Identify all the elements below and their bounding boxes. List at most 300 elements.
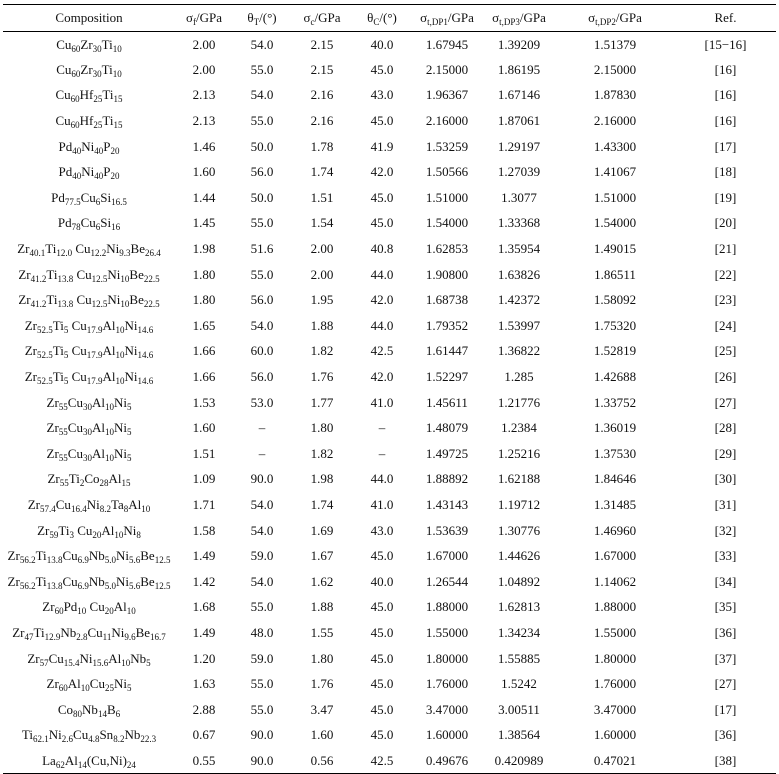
cell-composition: $Cu_{60}Zr_{30}Ti_{10}$ xyxy=(56,61,122,79)
cell-ref: [35] xyxy=(714,599,737,615)
table-row xyxy=(3,287,776,313)
cell-sigma-f: 0.67 xyxy=(192,727,216,743)
table-row xyxy=(3,671,776,697)
cell-sigma-t-dp1: 1.61447 xyxy=(425,343,469,359)
header-theta-t: $\theta_T/(^\circ)$ xyxy=(233,5,291,32)
cell-composition: $Zr_{59}Ti_3$ $Cu_{20}Al_{10}Ni_8$ xyxy=(37,522,141,540)
cell-ref: [27] xyxy=(714,394,737,410)
cell-theta-t: 55.0 xyxy=(250,113,274,129)
cell-sigma-f: 1.80 xyxy=(192,266,216,282)
header-row xyxy=(3,5,776,32)
cell-theta-c: 44.0 xyxy=(370,317,394,333)
cell-ref: [17] xyxy=(714,138,737,154)
cell-theta-t: 90.0 xyxy=(250,727,274,743)
cell-theta-c: 45.0 xyxy=(370,61,394,77)
table-row xyxy=(3,518,776,544)
cell-sigma-t-dp1: 1.67000 xyxy=(425,548,469,564)
cell-sigma-t-dp3: 1.86195 xyxy=(497,61,541,77)
cell-sigma-t-dp3: 1.53997 xyxy=(497,317,541,333)
cell-sigma-f: 1.20 xyxy=(192,650,216,666)
cell-sigma-t-dp3: 0.420989 xyxy=(483,748,555,774)
cell-sigma-f: 1.49 xyxy=(192,624,216,640)
cell-theta-c: 43.0 xyxy=(370,522,394,538)
table-row xyxy=(3,646,776,672)
cell-sigma-f: 2.13 xyxy=(192,113,216,129)
cell-ref: [31] xyxy=(714,496,737,512)
cell-sigma-t-dp3: 1.38564 xyxy=(497,727,541,743)
cell-sigma-t-dp3: 1.62813 xyxy=(497,599,541,615)
cell-sigma-f: 1.58 xyxy=(192,522,216,538)
cell-sigma-t-dp1: 1.90800 xyxy=(425,266,469,282)
cell-sigma-t-dp2: 1.49015 xyxy=(593,241,637,257)
cell-composition: $Zr_{41.2}Ti_{13.8}$ $Cu_{12.5}Ni_{10}Be_{22.5}$ xyxy=(18,292,160,310)
cell-sigma-t-dp1: 1.96367 xyxy=(425,87,469,103)
table-row xyxy=(3,441,776,467)
cell-sigma-t-dp1: 2.16000 xyxy=(425,113,469,129)
cell-sigma-c: 1.80 xyxy=(310,650,334,666)
cell-sigma-t-dp1: 1.88892 xyxy=(425,471,469,487)
cell-composition: $Zr_{57.4}Cu_{16.4}Ni_{8.2}Ta_8Al_{10}$ xyxy=(27,496,151,514)
cell-theta-t: – xyxy=(258,445,266,461)
cell-theta-c: 42.0 xyxy=(370,164,394,180)
cell-ref: [28] xyxy=(714,420,737,436)
cell-theta-t: 56.0 xyxy=(250,292,274,308)
cell-sigma-c: 1.74 xyxy=(310,496,334,512)
cell-theta-c: 45.0 xyxy=(370,701,394,717)
cell-sigma-f: 1.80 xyxy=(192,292,216,308)
table-body xyxy=(3,32,776,774)
cell-sigma-t-dp1: 1.53639 xyxy=(425,522,469,538)
table-row xyxy=(3,134,776,160)
table-row xyxy=(3,339,776,365)
cell-sigma-c: 1.76 xyxy=(310,369,334,385)
cell-sigma-t-dp1: 1.62853 xyxy=(425,241,469,257)
cell-theta-c: 42.0 xyxy=(370,369,394,385)
cell-sigma-t-dp3: 1.36822 xyxy=(497,343,541,359)
cell-sigma-t-dp3: 1.34234 xyxy=(497,624,541,640)
cell-theta-t: 90.0 xyxy=(250,471,274,487)
table-row xyxy=(3,108,776,134)
cell-sigma-t-dp2: 1.86511 xyxy=(594,266,636,282)
cell-sigma-t-dp2: 1.46960 xyxy=(593,522,637,538)
table-row xyxy=(3,83,776,109)
cell-sigma-t-dp2: 1.75320 xyxy=(593,317,637,333)
cell-ref: [15−16] xyxy=(704,36,747,52)
cell-sigma-t-dp2: 1.76000 xyxy=(593,676,637,692)
cell-theta-c: 45.0 xyxy=(370,189,394,205)
cell-composition: $Zr_{52.5}Ti_5$ $Cu_{17.9}Al_{10}Ni_{14.6}$ xyxy=(24,369,154,387)
cell-sigma-t-dp2: 1.41067 xyxy=(593,164,637,180)
cell-sigma-c: 2.16 xyxy=(310,113,334,129)
cell-theta-c: 40.8 xyxy=(370,241,394,257)
cell-composition: $Cu_{60}Hf_{25}Ti_{15}$ xyxy=(55,87,123,105)
table-row xyxy=(3,262,776,288)
cell-sigma-c: 1.98 xyxy=(310,471,334,487)
table-row xyxy=(3,32,776,58)
cell-theta-c: 41.0 xyxy=(370,394,394,410)
cell-sigma-t-dp1: 1.52297 xyxy=(425,369,469,385)
cell-composition: $Zr_{60}Al_{10}Cu_{25}Ni_5$ xyxy=(46,676,132,694)
table-row xyxy=(3,415,776,441)
table-row xyxy=(3,697,776,723)
cell-sigma-t-dp2: 1.37530 xyxy=(593,445,637,461)
cell-composition: $Zr_{41.2}Ti_{13.8}$ $Cu_{12.5}Ni_{10}Be_{22.5}$ xyxy=(18,266,160,284)
cell-ref: [16] xyxy=(714,87,737,103)
cell-theta-t: 55.0 xyxy=(250,599,274,615)
cell-sigma-t-dp2: 1.54000 xyxy=(593,215,637,231)
cell-theta-c: 45.0 xyxy=(370,676,394,692)
cell-sigma-t-dp2: 1.60000 xyxy=(593,727,637,743)
cell-sigma-c: 1.51 xyxy=(310,189,334,205)
cell-composition: $Ti_{62.1}Ni_{2.6}Cu_{4.8}Sn_{8.2}Nb_{22.3}$ xyxy=(21,727,157,745)
cell-theta-c: 45.0 xyxy=(370,624,394,640)
cell-theta-t: 48.0 xyxy=(250,624,274,640)
cell-sigma-f: 1.51 xyxy=(192,445,216,461)
cell-sigma-t-dp3: 1.62188 xyxy=(497,471,541,487)
cell-theta-t: 90.0 xyxy=(233,748,291,774)
cell-theta-t: – xyxy=(258,420,266,436)
table-row xyxy=(3,211,776,237)
cell-sigma-t-dp1: 1.88000 xyxy=(425,599,469,615)
header-ref: Ref. xyxy=(675,5,776,32)
cell-sigma-c: 1.54 xyxy=(310,215,334,231)
cell-composition: $Zr_{52.5}Ti_5$ $Cu_{17.9}Al_{10}Ni_{14.6}$ xyxy=(24,317,154,335)
cell-ref: [23] xyxy=(714,292,737,308)
cell-sigma-t-dp2: 1.52819 xyxy=(593,343,637,359)
cell-sigma-f: 1.63 xyxy=(192,676,216,692)
cell-sigma-f: 1.60 xyxy=(192,420,216,436)
cell-sigma-t-dp2: 1.87830 xyxy=(593,87,637,103)
cell-sigma-t-dp3: 1.55885 xyxy=(497,650,541,666)
cell-sigma-t-dp3: 1.25216 xyxy=(497,445,541,461)
cell-ref: [34] xyxy=(714,573,737,589)
cell-composition: $Co_{80}Nb_{14}B_6$ xyxy=(57,701,121,719)
cell-sigma-f: 0.55 xyxy=(175,748,233,774)
cell-sigma-c: 2.00 xyxy=(310,241,334,257)
cell-theta-c: 40.0 xyxy=(370,573,394,589)
cell-sigma-t-dp1: 1.48079 xyxy=(425,420,469,436)
table-row xyxy=(3,620,776,646)
cell-sigma-c: 1.88 xyxy=(310,599,334,615)
cell-ref: [17] xyxy=(714,701,737,717)
cell-composition: $Zr_{55}Cu_{30}Al_{10}Ni_5$ xyxy=(46,394,132,412)
cell-sigma-t-dp3: 1.33368 xyxy=(497,215,541,231)
cell-theta-c: 45.0 xyxy=(370,727,394,743)
cell-theta-c: 45.0 xyxy=(370,650,394,666)
cell-ref: [32] xyxy=(714,522,737,538)
cell-composition: $Pd_{40}Ni_{40}P_{20}$ xyxy=(58,164,120,182)
cell-sigma-t-dp2: 1.36019 xyxy=(593,420,637,436)
cell-composition: $Pd_{77.5}Cu_6Si_{16.5}$ xyxy=(51,189,127,207)
cell-composition: $Zr_{55}Ti_2Co_{28}Al_{15}$ xyxy=(47,471,131,489)
cell-theta-c: – xyxy=(378,420,386,436)
cell-theta-t: 54.0 xyxy=(250,522,274,538)
cell-sigma-f: 1.45 xyxy=(192,215,216,231)
cell-theta-t: 50.0 xyxy=(250,138,274,154)
cell-sigma-t-dp1: 1.45611 xyxy=(426,394,468,410)
cell-composition: $Cu_{60}Hf_{25}Ti_{15}$ xyxy=(55,113,123,131)
cell-sigma-f: 1.46 xyxy=(192,138,216,154)
cell-sigma-t-dp1: 1.43143 xyxy=(425,496,469,512)
cell-composition: $Zr_{56.2}Ti_{13.8}Cu_{6.9}Nb_{5.0}Ni_{5.6}Be_{12.5}$ xyxy=(7,548,171,566)
cell-sigma-t-dp1: 1.53259 xyxy=(425,138,469,154)
cell-theta-c: 42.0 xyxy=(370,292,394,308)
header-sigma-c: $\sigma_c$/GPa xyxy=(291,5,353,32)
cell-sigma-f: 2.00 xyxy=(192,61,216,77)
cell-theta-t: 54.0 xyxy=(250,87,274,103)
cell-sigma-t-dp3: 1.29197 xyxy=(497,138,541,154)
cell-theta-t: 53.0 xyxy=(250,394,274,410)
cell-ref: [36] xyxy=(714,624,737,640)
cell-sigma-f: 2.00 xyxy=(192,36,216,52)
cell-sigma-c: 1.88 xyxy=(310,317,334,333)
cell-sigma-t-dp1: 1.79352 xyxy=(425,317,469,333)
cell-ref: [25] xyxy=(714,343,737,359)
cell-sigma-t-dp1: 1.55000 xyxy=(425,624,469,640)
cell-ref: [21] xyxy=(714,241,737,257)
cell-ref: [20] xyxy=(714,215,737,231)
cell-ref: [22] xyxy=(714,266,737,282)
cell-sigma-f: 2.13 xyxy=(192,87,216,103)
cell-sigma-t-dp3: 1.87061 xyxy=(497,113,541,129)
table-row xyxy=(3,569,776,595)
cell-theta-c: 45.0 xyxy=(370,548,394,564)
cell-sigma-t-dp2: 1.58092 xyxy=(593,292,637,308)
cell-sigma-t-dp1: 2.15000 xyxy=(425,61,469,77)
cell-ref: [26] xyxy=(714,369,737,385)
cell-theta-c: 43.0 xyxy=(370,87,394,103)
cell-sigma-t-dp2: 2.16000 xyxy=(593,113,637,129)
table-row xyxy=(3,313,776,339)
cell-sigma-t-dp3: 1.04892 xyxy=(497,573,541,589)
cell-sigma-t-dp1: 1.68738 xyxy=(425,292,469,308)
table-row xyxy=(3,159,776,185)
cell-sigma-t-dp1: 1.51000 xyxy=(425,189,469,205)
cell-theta-c: 42.5 xyxy=(353,748,411,774)
cell-theta-t: 50.0 xyxy=(250,189,274,205)
cell-sigma-f: 1.42 xyxy=(192,573,216,589)
cell-theta-t: 55.0 xyxy=(250,676,274,692)
cell-sigma-c: 1.60 xyxy=(310,727,334,743)
cell-sigma-c: 1.62 xyxy=(310,573,334,589)
table-row xyxy=(3,364,776,390)
cell-sigma-t-dp1: 1.26544 xyxy=(425,573,469,589)
cell-sigma-t-dp1: 1.80000 xyxy=(425,650,469,666)
cell-sigma-t-dp1: 3.47000 xyxy=(425,701,469,717)
cell-ref: [36] xyxy=(714,727,737,743)
cell-ref: [37] xyxy=(714,650,737,666)
cell-sigma-t-dp2: 1.51000 xyxy=(593,189,637,205)
table-row xyxy=(3,543,776,569)
cell-sigma-t-dp2: 1.67000 xyxy=(593,548,637,564)
cell-theta-t: 59.0 xyxy=(250,650,274,666)
cell-sigma-t-dp3: 1.5242 xyxy=(501,676,537,692)
cell-ref: [16] xyxy=(714,113,737,129)
cell-sigma-t-dp3: 1.21776 xyxy=(497,394,541,410)
cell-sigma-t-dp2: 1.55000 xyxy=(593,624,637,640)
cell-sigma-t-dp1: 1.54000 xyxy=(425,215,469,231)
cell-sigma-c: 1.82 xyxy=(310,343,334,359)
cell-sigma-f: 1.98 xyxy=(192,241,216,257)
cell-sigma-t-dp3: 3.00511 xyxy=(498,701,540,717)
cell-sigma-t-dp2: 1.51379 xyxy=(593,36,637,52)
cell-theta-t: 51.6 xyxy=(250,241,274,257)
cell-sigma-c: 1.78 xyxy=(310,138,334,154)
cell-sigma-f: 1.44 xyxy=(192,189,216,205)
cell-sigma-t-dp2: 3.47000 xyxy=(593,701,637,717)
cell-sigma-t-dp3: 1.285 xyxy=(504,369,534,385)
cell-ref: [38] xyxy=(675,748,776,774)
cell-sigma-t-dp3: 1.30776 xyxy=(497,522,541,538)
cell-sigma-t-dp2: 2.15000 xyxy=(593,61,637,77)
cell-theta-c: – xyxy=(378,445,386,461)
table-row xyxy=(3,57,776,83)
cell-sigma-t-dp1: 1.60000 xyxy=(425,727,469,743)
cell-sigma-t-dp3: 1.27039 xyxy=(497,164,541,180)
cell-theta-t: 59.0 xyxy=(250,548,274,564)
cell-sigma-c: 1.76 xyxy=(310,676,334,692)
cell-theta-t: 55.0 xyxy=(250,215,274,231)
cell-composition: $La_{62}Al_{14}(Cu,Ni)_{24}$ xyxy=(3,748,175,774)
cell-theta-t: 54.0 xyxy=(250,36,274,52)
header-sigma-f: $\sigma_f$/GPa xyxy=(175,5,233,32)
cell-sigma-c: 1.82 xyxy=(310,445,334,461)
cell-theta-t: 54.0 xyxy=(250,496,274,512)
cell-sigma-f: 1.71 xyxy=(192,496,216,512)
cell-composition: $Zr_{55}Cu_{30}Al_{10}Ni_5$ xyxy=(46,445,132,463)
cell-sigma-f: 1.53 xyxy=(192,394,216,410)
cell-sigma-f: 1.49 xyxy=(192,548,216,564)
cell-sigma-t-dp3: 1.3077 xyxy=(501,189,537,205)
cell-composition: $Zr_{40.1}Ti_{12.0}$ $Cu_{12.2}Ni_{9.3}Be_{26.4}$ xyxy=(17,241,161,259)
cell-sigma-f: 1.65 xyxy=(192,317,216,333)
cell-composition: $Zr_{56.2}Ti_{13.8}Cu_{6.9}Nb_{5.0}Ni_{5.6}Be_{12.5}$ xyxy=(7,573,171,591)
cell-sigma-c: 2.16 xyxy=(310,87,334,103)
cell-theta-t: 55.0 xyxy=(250,266,274,282)
cell-sigma-t-dp3: 1.42372 xyxy=(497,292,541,308)
cell-sigma-t-dp1: 1.76000 xyxy=(425,676,469,692)
cell-sigma-t-dp3: 1.39209 xyxy=(497,36,541,52)
cell-sigma-c: 2.15 xyxy=(310,36,334,52)
cell-sigma-c: 1.74 xyxy=(310,164,334,180)
data-table xyxy=(3,4,776,774)
cell-sigma-c: 1.67 xyxy=(310,548,334,564)
cell-sigma-t-dp2: 1.42688 xyxy=(593,369,637,385)
cell-ref: [19] xyxy=(714,189,737,205)
table-row xyxy=(3,236,776,262)
header-sigma-t-dp1: $\sigma_{t,DP1}$/GPa xyxy=(411,5,483,32)
cell-theta-c: 45.0 xyxy=(370,215,394,231)
cell-sigma-t-dp3: 1.63826 xyxy=(497,266,541,282)
cell-ref: [30] xyxy=(714,471,737,487)
cell-composition: $Zr_{57}Cu_{15.4}Ni_{15.6}Al_{10}Nb_5$ xyxy=(27,650,151,668)
cell-composition: $Zr_{60}Pd_{10}$ $Cu_{20}Al_{10}$ xyxy=(42,599,136,617)
header-sigma-t-dp3: $\sigma_{t,DP3}$/GPa xyxy=(483,5,555,32)
table-row xyxy=(3,185,776,211)
cell-theta-t: 54.0 xyxy=(250,573,274,589)
cell-theta-c: 41.0 xyxy=(370,496,394,512)
cell-sigma-t-dp2: 1.43300 xyxy=(593,138,637,154)
cell-composition: $Pd_{40}Ni_{40}P_{20}$ xyxy=(58,138,120,156)
cell-sigma-t-dp3: 1.2384 xyxy=(501,420,537,436)
cell-sigma-c: 2.00 xyxy=(310,266,334,282)
cell-ref: [33] xyxy=(714,548,737,564)
cell-theta-t: 56.0 xyxy=(250,164,274,180)
cell-theta-t: 54.0 xyxy=(250,317,274,333)
cell-ref: [29] xyxy=(714,445,737,461)
cell-theta-c: 41.9 xyxy=(370,138,394,154)
cell-sigma-t-dp2: 1.80000 xyxy=(593,650,637,666)
cell-sigma-c: 2.15 xyxy=(310,61,334,77)
cell-sigma-c: 1.69 xyxy=(310,522,334,538)
table-row xyxy=(3,595,776,621)
cell-theta-c: 44.0 xyxy=(370,266,394,282)
cell-sigma-c: 3.47 xyxy=(310,701,334,717)
cell-sigma-t-dp3: 1.44626 xyxy=(497,548,541,564)
cell-sigma-c: 1.80 xyxy=(310,420,334,436)
cell-composition: $Cu_{60}Zr_{30}Ti_{10}$ xyxy=(56,36,122,54)
cell-sigma-c: 0.56 xyxy=(291,748,353,774)
header-sigma-t-dp2: $\sigma_{t,DP2}$/GPa xyxy=(555,5,675,32)
cell-theta-c: 44.0 xyxy=(370,471,394,487)
cell-sigma-f: 2.88 xyxy=(192,701,216,717)
cell-theta-c: 40.0 xyxy=(370,36,394,52)
table-row xyxy=(3,492,776,518)
cell-sigma-t-dp3: 1.19712 xyxy=(497,496,541,512)
cell-sigma-t-dp1: 0.49676 xyxy=(411,748,483,774)
cell-theta-t: 60.0 xyxy=(250,343,274,359)
cell-sigma-t-dp2: 1.88000 xyxy=(593,599,637,615)
cell-sigma-t-dp2: 1.14062 xyxy=(593,573,637,589)
cell-theta-c: 45.0 xyxy=(370,599,394,615)
cell-sigma-c: 1.95 xyxy=(310,292,334,308)
table-row xyxy=(3,390,776,416)
cell-composition: $Zr_{52.5}Ti_5$ $Cu_{17.9}Al_{10}Ni_{14.6}$ xyxy=(24,343,154,361)
cell-sigma-t-dp1: 1.50566 xyxy=(425,164,469,180)
cell-sigma-t-dp2: 1.31485 xyxy=(593,496,637,512)
cell-sigma-t-dp1: 1.67945 xyxy=(425,36,469,52)
cell-sigma-f: 1.66 xyxy=(192,369,216,385)
header-composition: Composition xyxy=(3,5,175,32)
cell-theta-c: 42.5 xyxy=(370,343,394,359)
table-row xyxy=(3,723,776,749)
header-theta-c: $\theta_C/(^\circ)$ xyxy=(353,5,411,32)
cell-sigma-t-dp3: 1.67146 xyxy=(497,87,541,103)
cell-ref: [27] xyxy=(714,676,737,692)
cell-sigma-f: 1.09 xyxy=(192,471,216,487)
cell-sigma-t-dp2: 0.47021 xyxy=(555,748,675,774)
cell-sigma-t-dp2: 1.84646 xyxy=(593,471,637,487)
cell-composition: $Zr_{47}Ti_{12.9}Nb_{2.8}Cu_{11}Ni_{9.6}Be_{16.7}$ xyxy=(12,624,166,642)
cell-sigma-f: 1.66 xyxy=(192,343,216,359)
cell-ref: [24] xyxy=(714,317,737,333)
cell-theta-t: 55.0 xyxy=(250,701,274,717)
table-row xyxy=(3,467,776,493)
cell-sigma-c: 1.55 xyxy=(310,624,334,640)
cell-sigma-t-dp2: 1.33752 xyxy=(593,394,637,410)
cell-composition: $Pd_{78}Cu_6Si_{16}$ xyxy=(57,215,121,233)
cell-ref: [16] xyxy=(714,61,737,77)
cell-sigma-f: 1.68 xyxy=(192,599,216,615)
cell-sigma-f: 1.60 xyxy=(192,164,216,180)
cell-theta-t: 55.0 xyxy=(250,61,274,77)
cell-composition: $Zr_{55}Cu_{30}Al_{10}Ni_5$ xyxy=(46,420,132,438)
cell-sigma-c: 1.77 xyxy=(310,394,334,410)
cell-theta-t: 56.0 xyxy=(250,369,274,385)
cell-sigma-t-dp3: 1.35954 xyxy=(497,241,541,257)
cell-ref: [18] xyxy=(714,164,737,180)
cell-sigma-t-dp1: 1.49725 xyxy=(425,445,469,461)
